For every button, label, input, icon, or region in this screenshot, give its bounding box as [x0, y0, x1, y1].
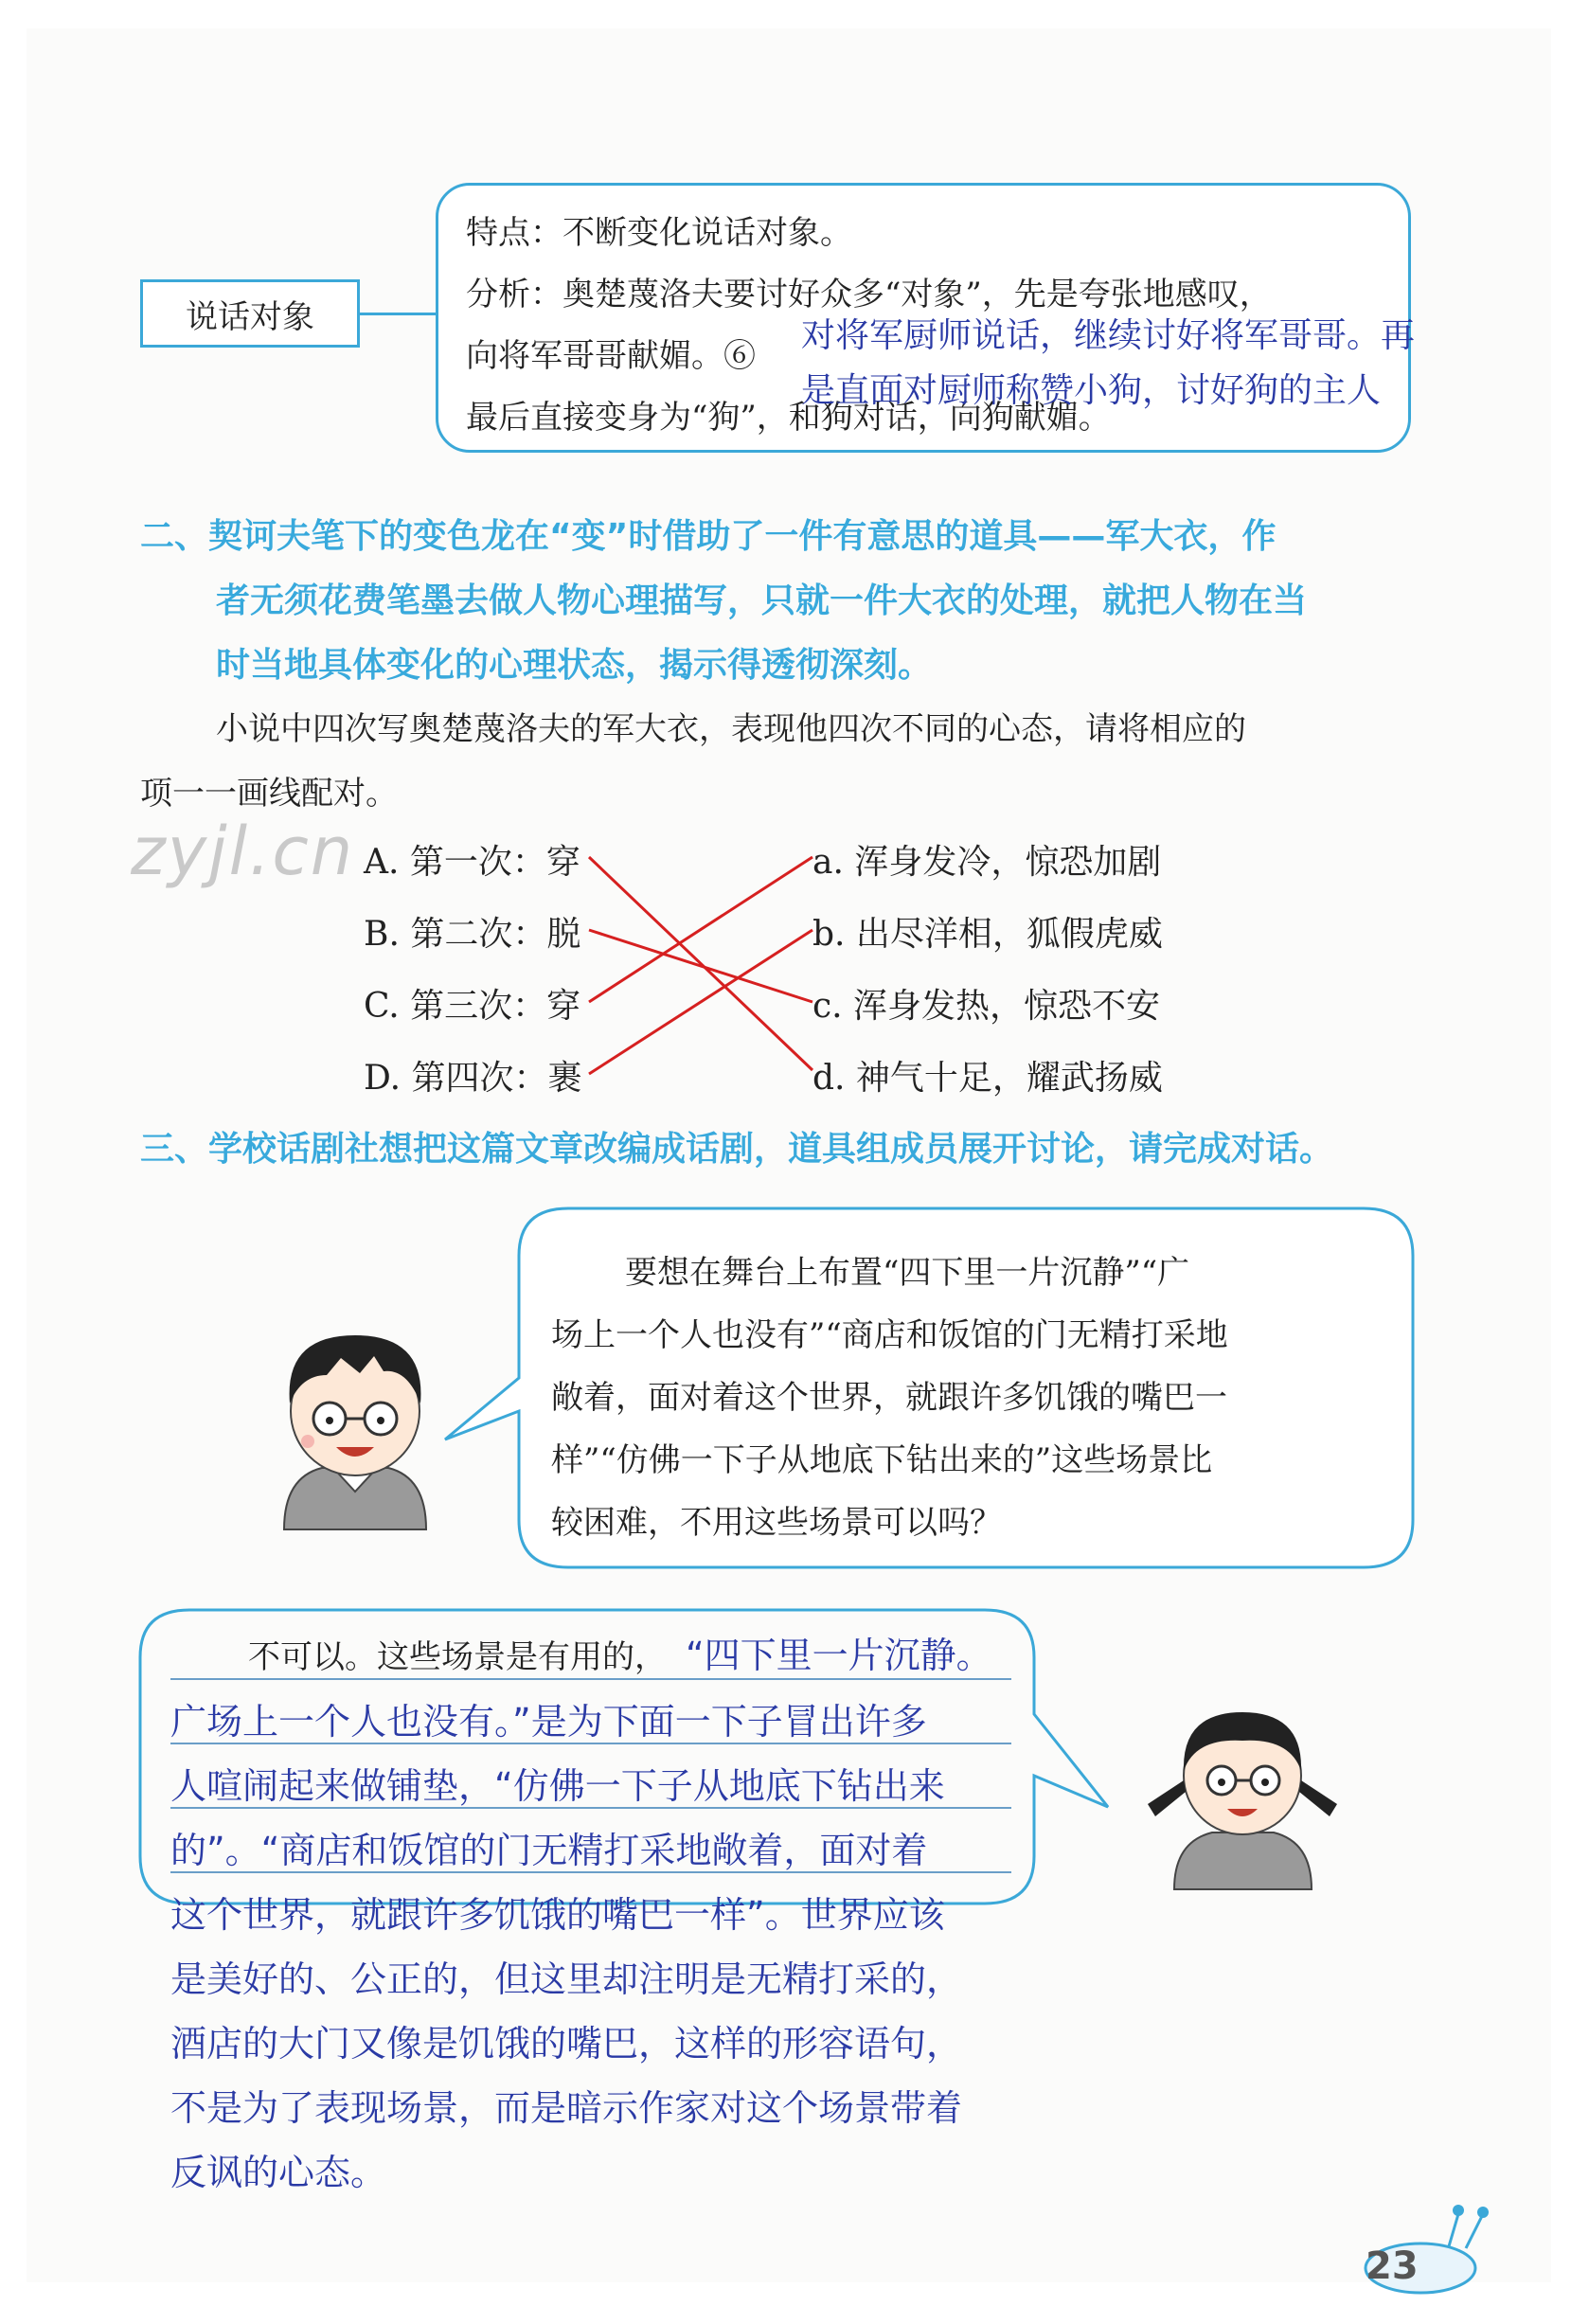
analysis-line-2: 向将军哥哥献媚。⑥: [466, 337, 756, 375]
answer-line-1: 对将军厨师说话，继续讨好将军哥哥。再: [801, 316, 1416, 355]
q2-heading-line-3: 时当地具体变化的心理状态，揭示得透彻深刻。: [216, 646, 933, 685]
match-left-a: A. 第一次：穿: [364, 843, 580, 882]
analysis-line-3: 最后直接变身为“狗”，和狗对话，向狗献媚。: [466, 399, 1111, 437]
girl-answer-line-8: 不是为了表现场景，而是暗示作家对这个场景带着: [170, 2087, 963, 2129]
answer-underline-1: [170, 1678, 1011, 1680]
feature-line: 特点：不断变化说话对象。: [466, 214, 852, 252]
boy-line-4: 样”“仿佛一下子从地底下钻出来的”这些场景比: [551, 1441, 1213, 1479]
girl-answer-line-1: “四下里一片沉静。: [686, 1635, 992, 1676]
match-right-b: b. 出尽洋相，狐假虎威: [812, 915, 1163, 954]
boy-line-5: 较困难，不用这些场景可以吗？: [551, 1504, 1002, 1542]
girl-answer-line-7: 酒店的大门又像是饥饿的嘴巴，这样的形容语句，: [170, 2023, 963, 2065]
girl-answer-line-5: 这个世界，就跟许多饥饿的嘴巴一样”。世界应该: [170, 1894, 945, 1936]
girl-answer-line-4: 的”。“商店和饭馆的门无精打采地敞着，面对着: [170, 1830, 928, 1871]
boy-line-2: 场上一个人也没有”“商店和饭馆的门无精打采地: [551, 1316, 1228, 1354]
boy-line-1: 要想在舞台上布置“四下里一片沉静”“广: [625, 1254, 1190, 1292]
match-right-a: a. 浑身发冷，惊恐加剧: [812, 843, 1162, 882]
match-right-d: d. 神气十足，耀武扬威: [812, 1059, 1163, 1098]
q3-heading: 三、学校话剧社想把这篇文章改编成话剧，道具组成员展开讨论，请完成对话。: [140, 1130, 1334, 1169]
q2-heading-line-2: 者无须花费笔墨去做人物心理描写，只就一件大衣的处理，就把人物在当: [216, 581, 1308, 620]
boy-line-3: 敞着，面对着这个世界，就跟许多饥饿的嘴巴一: [551, 1379, 1227, 1417]
girl-answer-line-6: 是美好的、公正的，但这里却注明是无精打采的，: [170, 1958, 963, 2000]
match-right-c: c. 浑身发热，惊恐不安: [812, 987, 1161, 1026]
speaking-target-label: 说话对象: [140, 279, 360, 348]
girl-character: [1148, 1712, 1337, 1889]
girl-answer-line-9: 反讽的心态。: [170, 2152, 387, 2193]
page-number: 23: [1366, 2244, 1419, 2288]
girl-printed-text: 不可以。这些场景是有用的，: [248, 1638, 667, 1676]
match-left-c: C. 第三次：穿: [364, 987, 581, 1026]
boy-character: [284, 1335, 426, 1529]
watermark: zyjl.cn: [131, 813, 355, 890]
girl-answer-line-2: 广场上一个人也没有。”是为下面一下子冒出许多: [170, 1701, 927, 1743]
q2-prompt-line-2: 项一一画线配对。: [140, 775, 398, 813]
analysis-line-1: 分析：奥楚蔑洛夫要讨好众多“对象”，先是夸张地感叹，: [466, 276, 1272, 313]
answer-line-2: 是直面对厨师称赞小狗，讨好狗的主人: [801, 371, 1382, 410]
girl-answer-line-3: 人喧闹起来做铺垫，“仿佛一下子从地底下钻出来: [170, 1765, 945, 1807]
q2-prompt-line-1: 小说中四次写奥楚蔑洛夫的军大衣，表现他四次不同的心态，请将相应的: [216, 710, 1246, 748]
match-left-b: B. 第二次：脱: [364, 915, 581, 954]
q2-heading-line-1: 二、契诃夫笔下的变色龙在“变”时借助了一件有意思的道具——军大衣，作: [140, 517, 1277, 556]
match-left-d: D. 第四次：裹: [364, 1059, 582, 1098]
